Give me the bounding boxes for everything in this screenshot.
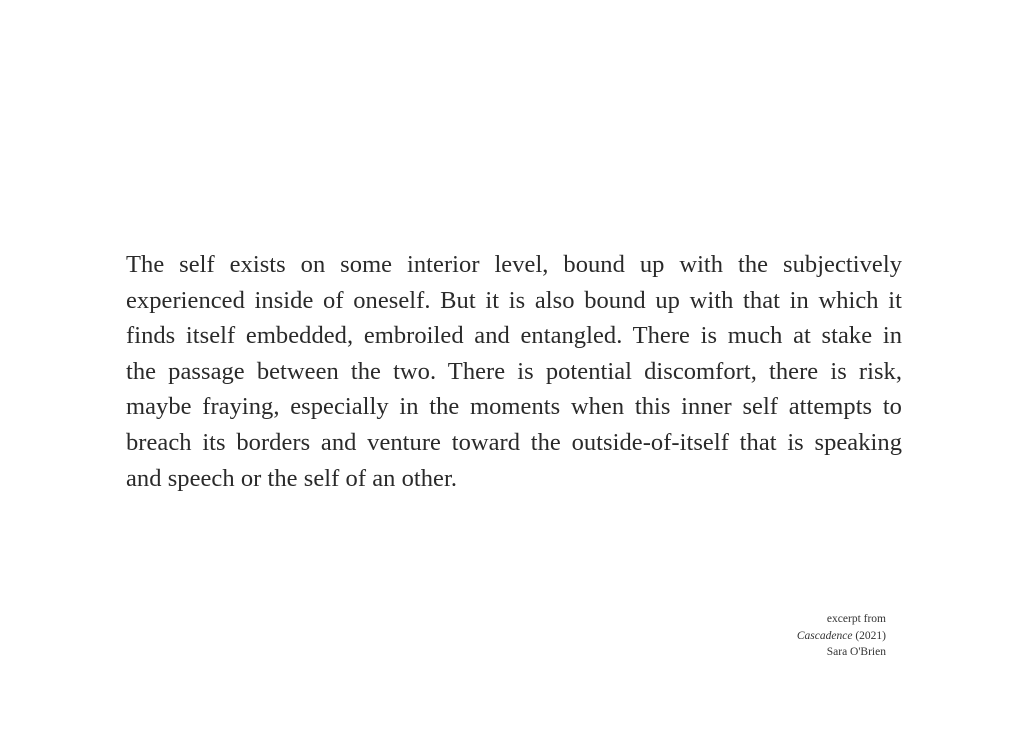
attribution-prefix: excerpt from — [826, 613, 886, 625]
work-year: (2021) — [855, 629, 886, 642]
quote-line: breach its borders and venture toward the outside-of-itself that is speaking — [126, 428, 902, 456]
quote-line: finds itself embedded, embroiled and entangled. There is much at stake in — [126, 322, 902, 350]
work-title: Cascadence — [796, 629, 853, 642]
quote-paragraph — [126, 247, 902, 496]
quote-line: and speech or the self of an other. — [126, 464, 458, 492]
attribution-work — [797, 628, 886, 645]
quote-line: maybe fraying, especially in the moments when this inner self attempts to — [126, 393, 902, 421]
quote-line: The self exists on some interior level, bound up with the subjectively — [126, 251, 902, 278]
attribution-author: Sara O'Brien — [826, 646, 886, 658]
attribution — [797, 611, 886, 661]
quote-line: experienced inside of oneself. But it is also bound up with that in which it — [126, 286, 902, 314]
quote-line: the passage between the two. There is potential discomfort, there is risk, — [126, 357, 902, 385]
